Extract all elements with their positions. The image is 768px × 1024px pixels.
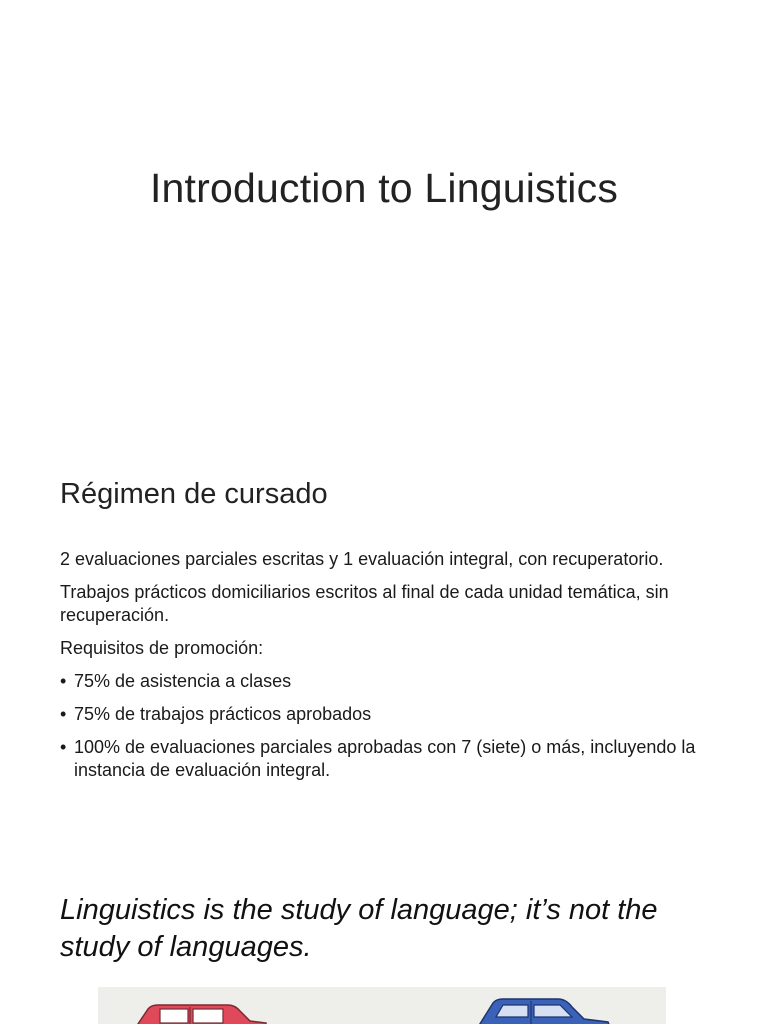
cars-drawing — [98, 987, 666, 1024]
bullet-glyph: • — [60, 704, 67, 724]
main-title: Introduction to Linguistics — [149, 165, 619, 211]
course-regime-slide — [0, 460, 768, 850]
red-car-icon — [136, 1005, 266, 1024]
paragraph-requirements: Requisitos de promoción: — [60, 638, 264, 658]
blue-car-icon — [478, 999, 610, 1024]
list-item — [60, 703, 700, 726]
definition-slide — [0, 880, 768, 1024]
bullet-glyph: • — [60, 737, 67, 757]
regime-heading: Régimen de cursado — [60, 478, 328, 510]
paragraph-evaluations: 2 evaluaciones parciales escritas y 1 evaluación integral, con recuperatorio. — [60, 549, 664, 569]
definition-text: Linguistics is the study of language; it’s not the study of languages. — [60, 894, 658, 963]
list-item-text: 75% de trabajos prácticos aprobados — [74, 704, 372, 724]
requirements-list — [60, 670, 700, 782]
list-item-text: 100% de evaluaciones parciales aprobadas con 7 (siete) o más, incluyendo la instancia de evaluación integral. — [74, 737, 696, 780]
bullet-glyph: • — [60, 671, 67, 691]
list-item — [60, 736, 700, 782]
regime-body — [60, 548, 700, 792]
car-illustration — [98, 987, 666, 1024]
paragraph-assignments: Trabajos prácticos domiciliarios escritos al final de cada unidad temática, sin recuperación. — [60, 582, 669, 625]
list-item — [60, 670, 700, 693]
title-slide — [0, 0, 768, 430]
list-item-text: 75% de asistencia a clases — [74, 671, 292, 691]
